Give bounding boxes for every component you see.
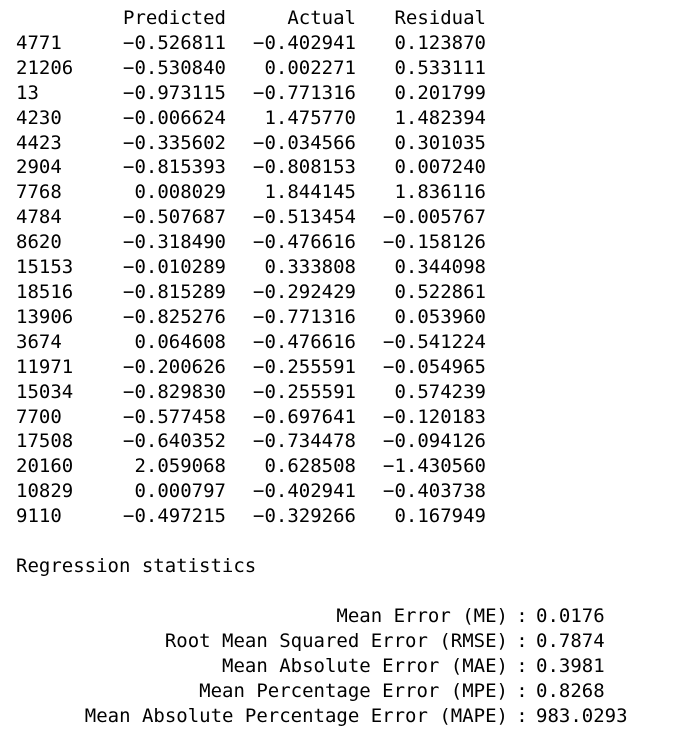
table-row [16,205,486,230]
actual-column-header: Actual [287,7,356,29]
actual-value: −0.034566 [253,131,356,154]
actual-value: 0.002271 [264,56,356,79]
actual-value: −0.402941 [253,31,356,54]
stat-value: 0.8268 [536,680,605,703]
stat-label: Mean Absolute Percentage Error (MAPE) [84,705,508,728]
row-index: 4784 [16,206,62,229]
table-row [16,230,486,255]
residual-value: 0.522861 [394,280,486,303]
row-index: 3674 [16,330,62,353]
row-index: 2904 [16,156,62,179]
actual-value: −0.255591 [253,355,356,378]
table-row [16,330,486,355]
residual-value: 0.007240 [394,156,486,179]
residual-value: −0.054965 [383,355,486,378]
predicted-value: −0.006624 [123,106,226,129]
stat-separator: : [516,630,528,653]
residual-value: 0.574239 [394,380,486,403]
row-index: 4230 [16,106,62,129]
table-row [16,56,486,81]
predicted-value: −0.815289 [123,280,226,303]
predicted-value: −0.973115 [123,81,226,104]
actual-value: 0.333808 [264,256,356,279]
residual-value: 0.201799 [394,81,486,104]
table-row [16,155,486,180]
residual-value: 0.533111 [394,56,486,79]
table-row [16,504,486,529]
predicted-value: −0.200626 [123,355,226,378]
predicted-value: −0.497215 [123,505,226,528]
predictions-table [16,6,486,529]
predicted-value: −0.829830 [123,380,226,403]
table-row [16,106,486,131]
table-row [16,305,486,330]
predicted-value: −0.010289 [123,256,226,279]
stat-row [16,654,628,679]
actual-value: −0.476616 [253,231,356,254]
row-index: 9110 [16,505,62,528]
stat-value: 0.0176 [536,605,605,628]
table-body [16,31,486,529]
stat-value: 0.7874 [536,630,605,653]
residual-value: −0.403738 [383,480,486,503]
row-index: 10829 [16,480,74,503]
stats-table [16,604,628,729]
residual-value: 0.301035 [394,131,486,154]
table-row [16,405,486,430]
stat-row [16,679,628,704]
stats-title: Regression statistics [16,555,257,578]
table-row [16,454,486,479]
residual-value: 0.167949 [394,505,486,528]
row-index: 21206 [16,56,74,79]
row-index: 17508 [16,430,74,453]
actual-value: −0.255591 [253,380,356,403]
predicted-value: −0.825276 [123,305,226,328]
stat-separator: : [516,655,528,678]
table-row [16,31,486,56]
row-index: 11971 [16,355,74,378]
actual-value: 1.844145 [264,181,356,204]
stats-body [16,604,628,729]
residual-value: −0.005767 [383,206,486,229]
actual-value: −0.734478 [253,430,356,453]
residual-value: −1.430560 [383,455,486,478]
stat-label: Root Mean Squared Error (RMSE) [164,630,508,653]
residual-value: −0.158126 [383,231,486,254]
predicted-value: 0.000797 [134,480,226,503]
residual-value: 1.836116 [394,181,486,204]
actual-value: −0.808153 [253,156,356,179]
index-column-header [16,6,100,31]
table-header-row [16,6,486,31]
row-index: 13906 [16,305,74,328]
table-row [16,355,486,380]
console-output [16,6,686,729]
stat-separator: : [516,605,528,628]
row-index: 15034 [16,380,74,403]
stat-row [16,629,628,654]
actual-value: 0.628508 [264,455,356,478]
predicted-value: 0.008029 [134,181,226,204]
table-row [16,81,486,106]
row-index: 8620 [16,231,62,254]
stat-separator: : [516,705,528,728]
row-index: 4423 [16,131,62,154]
actual-value: −0.292429 [253,280,356,303]
table-row [16,429,486,454]
table-row [16,131,486,156]
predicted-value: 2.059068 [134,455,226,478]
actual-value: −0.697641 [253,405,356,428]
actual-value: −0.402941 [253,480,356,503]
residual-value: 1.482394 [394,106,486,129]
row-index: 15153 [16,256,74,279]
stat-value: 0.3981 [536,655,605,678]
residual-column-header: Residual [394,7,486,29]
actual-value: −0.513454 [253,206,356,229]
predicted-value: −0.526811 [123,31,226,54]
residual-value: −0.120183 [383,405,486,428]
predicted-value: −0.640352 [123,430,226,453]
row-index: 4771 [16,31,62,54]
residual-value: −0.541224 [383,330,486,353]
actual-value: 1.475770 [264,106,356,129]
stat-row [16,704,628,729]
table-row [16,280,486,305]
table-row [16,380,486,405]
actual-value: −0.771316 [253,305,356,328]
table-row [16,479,486,504]
actual-value: −0.771316 [253,81,356,104]
residual-value: 0.344098 [394,256,486,279]
predicted-value: −0.530840 [123,56,226,79]
residual-value: −0.094126 [383,430,486,453]
actual-value: −0.329266 [253,505,356,528]
residual-value: 0.123870 [394,31,486,54]
table-row [16,255,486,280]
row-index: 20160 [16,455,74,478]
predicted-value: −0.507687 [123,206,226,229]
stat-value: 983.0293 [536,705,628,728]
stat-separator: : [516,680,528,703]
predicted-column-header: Predicted [123,7,226,29]
row-index: 7700 [16,405,62,428]
stat-label: Mean Error (ME) [336,605,508,628]
stat-label: Mean Absolute Error (MAE) [222,655,508,678]
predicted-value: −0.318490 [123,231,226,254]
stat-label: Mean Percentage Error (MPE) [199,680,508,703]
row-index: 7768 [16,181,62,204]
residual-value: 0.053960 [394,305,486,328]
predicted-value: 0.064608 [134,330,226,353]
actual-value: −0.476616 [253,330,356,353]
table-row [16,180,486,205]
predicted-value: −0.335602 [123,131,226,154]
predicted-value: −0.815393 [123,156,226,179]
predicted-value: −0.577458 [123,405,226,428]
row-index: 13 [16,81,39,104]
row-index: 18516 [16,280,74,303]
stat-row [16,604,628,629]
